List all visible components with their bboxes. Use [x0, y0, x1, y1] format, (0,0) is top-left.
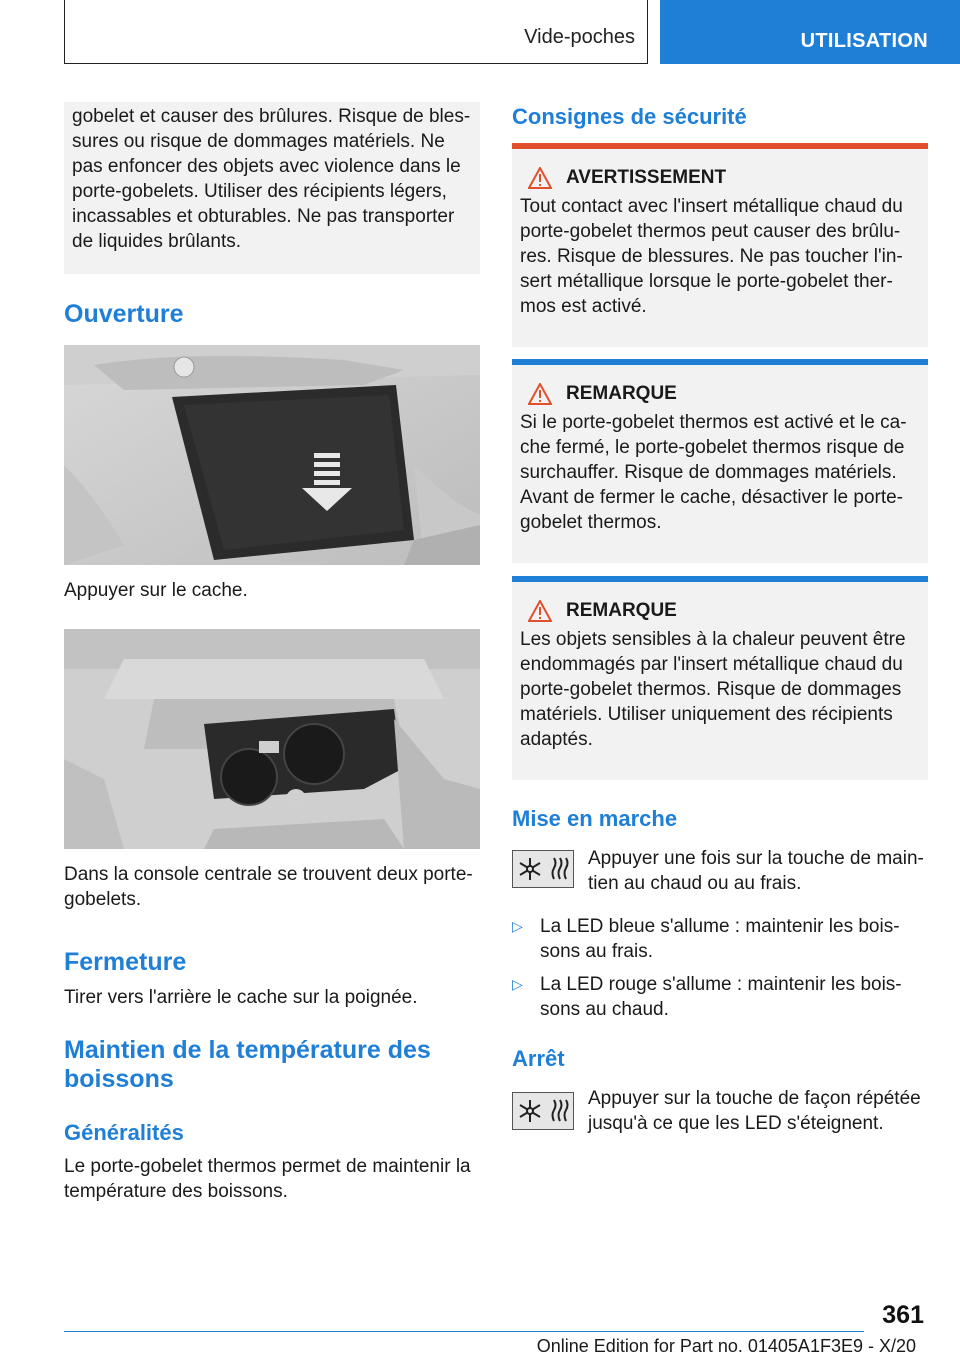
warning-triangle-icon [528, 383, 552, 405]
note-box-objets-sensibles [512, 576, 928, 780]
warning-title: AVERTISSEMENT [566, 167, 727, 188]
note-box-surchauffe [512, 359, 928, 563]
cupholders-image [64, 629, 480, 849]
chapter-tab [660, 0, 960, 64]
warning-triangle-icon [528, 167, 552, 189]
caption-press-cover: Appuyer sur le cache. [64, 580, 248, 601]
heading-generalites: Généralités [64, 1120, 184, 1145]
list-item [512, 914, 928, 964]
heading-mise-en-marche: Mise en marche [512, 806, 678, 831]
section-title: Vide-poches [524, 26, 635, 48]
heading-arret: Arrêt [512, 1046, 565, 1071]
list-item-text: La LED rouge s'allume : maintenir les bois-sons au chaud. [540, 974, 902, 1020]
triangle-bullet-icon: ▷ [512, 976, 523, 992]
heading-consignes: Consignes de sécurité [512, 104, 747, 129]
text-mise-en-marche: Appuyer une fois sur la touche de main-tien au chaud ou au frais. [588, 848, 924, 894]
footer-edition: Online Edition for Part no. 01405A1F3E9 - X/20 [536, 1336, 916, 1356]
snowflake-heat-button-icon [512, 850, 574, 888]
list-item [512, 972, 928, 1022]
snowflake-icon [517, 856, 543, 882]
heading-ouverture: Ouverture [64, 300, 184, 328]
text-generalites: Le porte-gobelet thermos permet de maintenir la température des boissons. [64, 1156, 471, 1202]
cover-press-image [64, 345, 480, 565]
text-arret: Appuyer sur la touche de façon répétée jusqu'à ce que les LED s'éteignent. [588, 1088, 921, 1134]
note-title: REMARQUE [566, 600, 677, 621]
note-text: Si le porte-gobelet thermos est activé et le ca-che fermé, le porte-gobelet thermos risque de surchauffer. Risque de dommages matériels. Avant de fermer le cache, désactiver le porte-gobelet thermos. [520, 412, 907, 533]
heat-waves-icon [551, 857, 569, 881]
heat-waves-icon [551, 1099, 569, 1123]
continued-warning-box [64, 102, 480, 274]
snowflake-icon [517, 1098, 543, 1124]
note-title: REMARQUE [566, 383, 677, 404]
warning-box-avertissement [512, 143, 928, 347]
note-text: Les objets sensibles à la chaleur peuvent être endommagés par l'insert métallique chaud du porte-gobelet thermos. Risque de dommages matériels. Utiliser uniquement des récipients adaptés. [520, 629, 906, 750]
page-number: 361 [882, 1301, 924, 1329]
heading-maintien: Maintien de la température des boissons [64, 1036, 431, 1093]
text-fermeture: Tirer vers l'arrière le cache sur la poignée. [64, 987, 418, 1008]
list-item-text: La LED bleue s'allume : maintenir les bois-sons au frais. [540, 916, 900, 962]
heading-fermeture: Fermeture [64, 948, 187, 976]
snowflake-heat-button-icon [512, 1092, 574, 1130]
triangle-bullet-icon: ▷ [512, 918, 523, 934]
warning-text: Tout contact avec l'insert métallique chaud du porte-gobelet thermos peut causer des brûlu-res. Risque de blessures. Ne pas toucher l'in-sert métallique lorsque le porte-gobelet ther-mos est activé. [520, 196, 903, 317]
warning-triangle-icon [528, 600, 552, 622]
continued-warning-text: gobelet et causer des brûlures. Risque de bles-sures ou risque de dommages matériels. Ne pas enfoncer des objets avec violence dans le porte-gobelets. Utiliser des récipients légers, incassables et obturables. Ne pas transporter de liquides brûlants. [72, 106, 471, 252]
caption-cupholders: Dans la console centrale se trouvent deux porte-gobelets. [64, 864, 473, 910]
footer-divider [64, 1331, 864, 1332]
header-box [64, 0, 648, 64]
chapter-tab-label: UTILISATION [800, 30, 928, 52]
